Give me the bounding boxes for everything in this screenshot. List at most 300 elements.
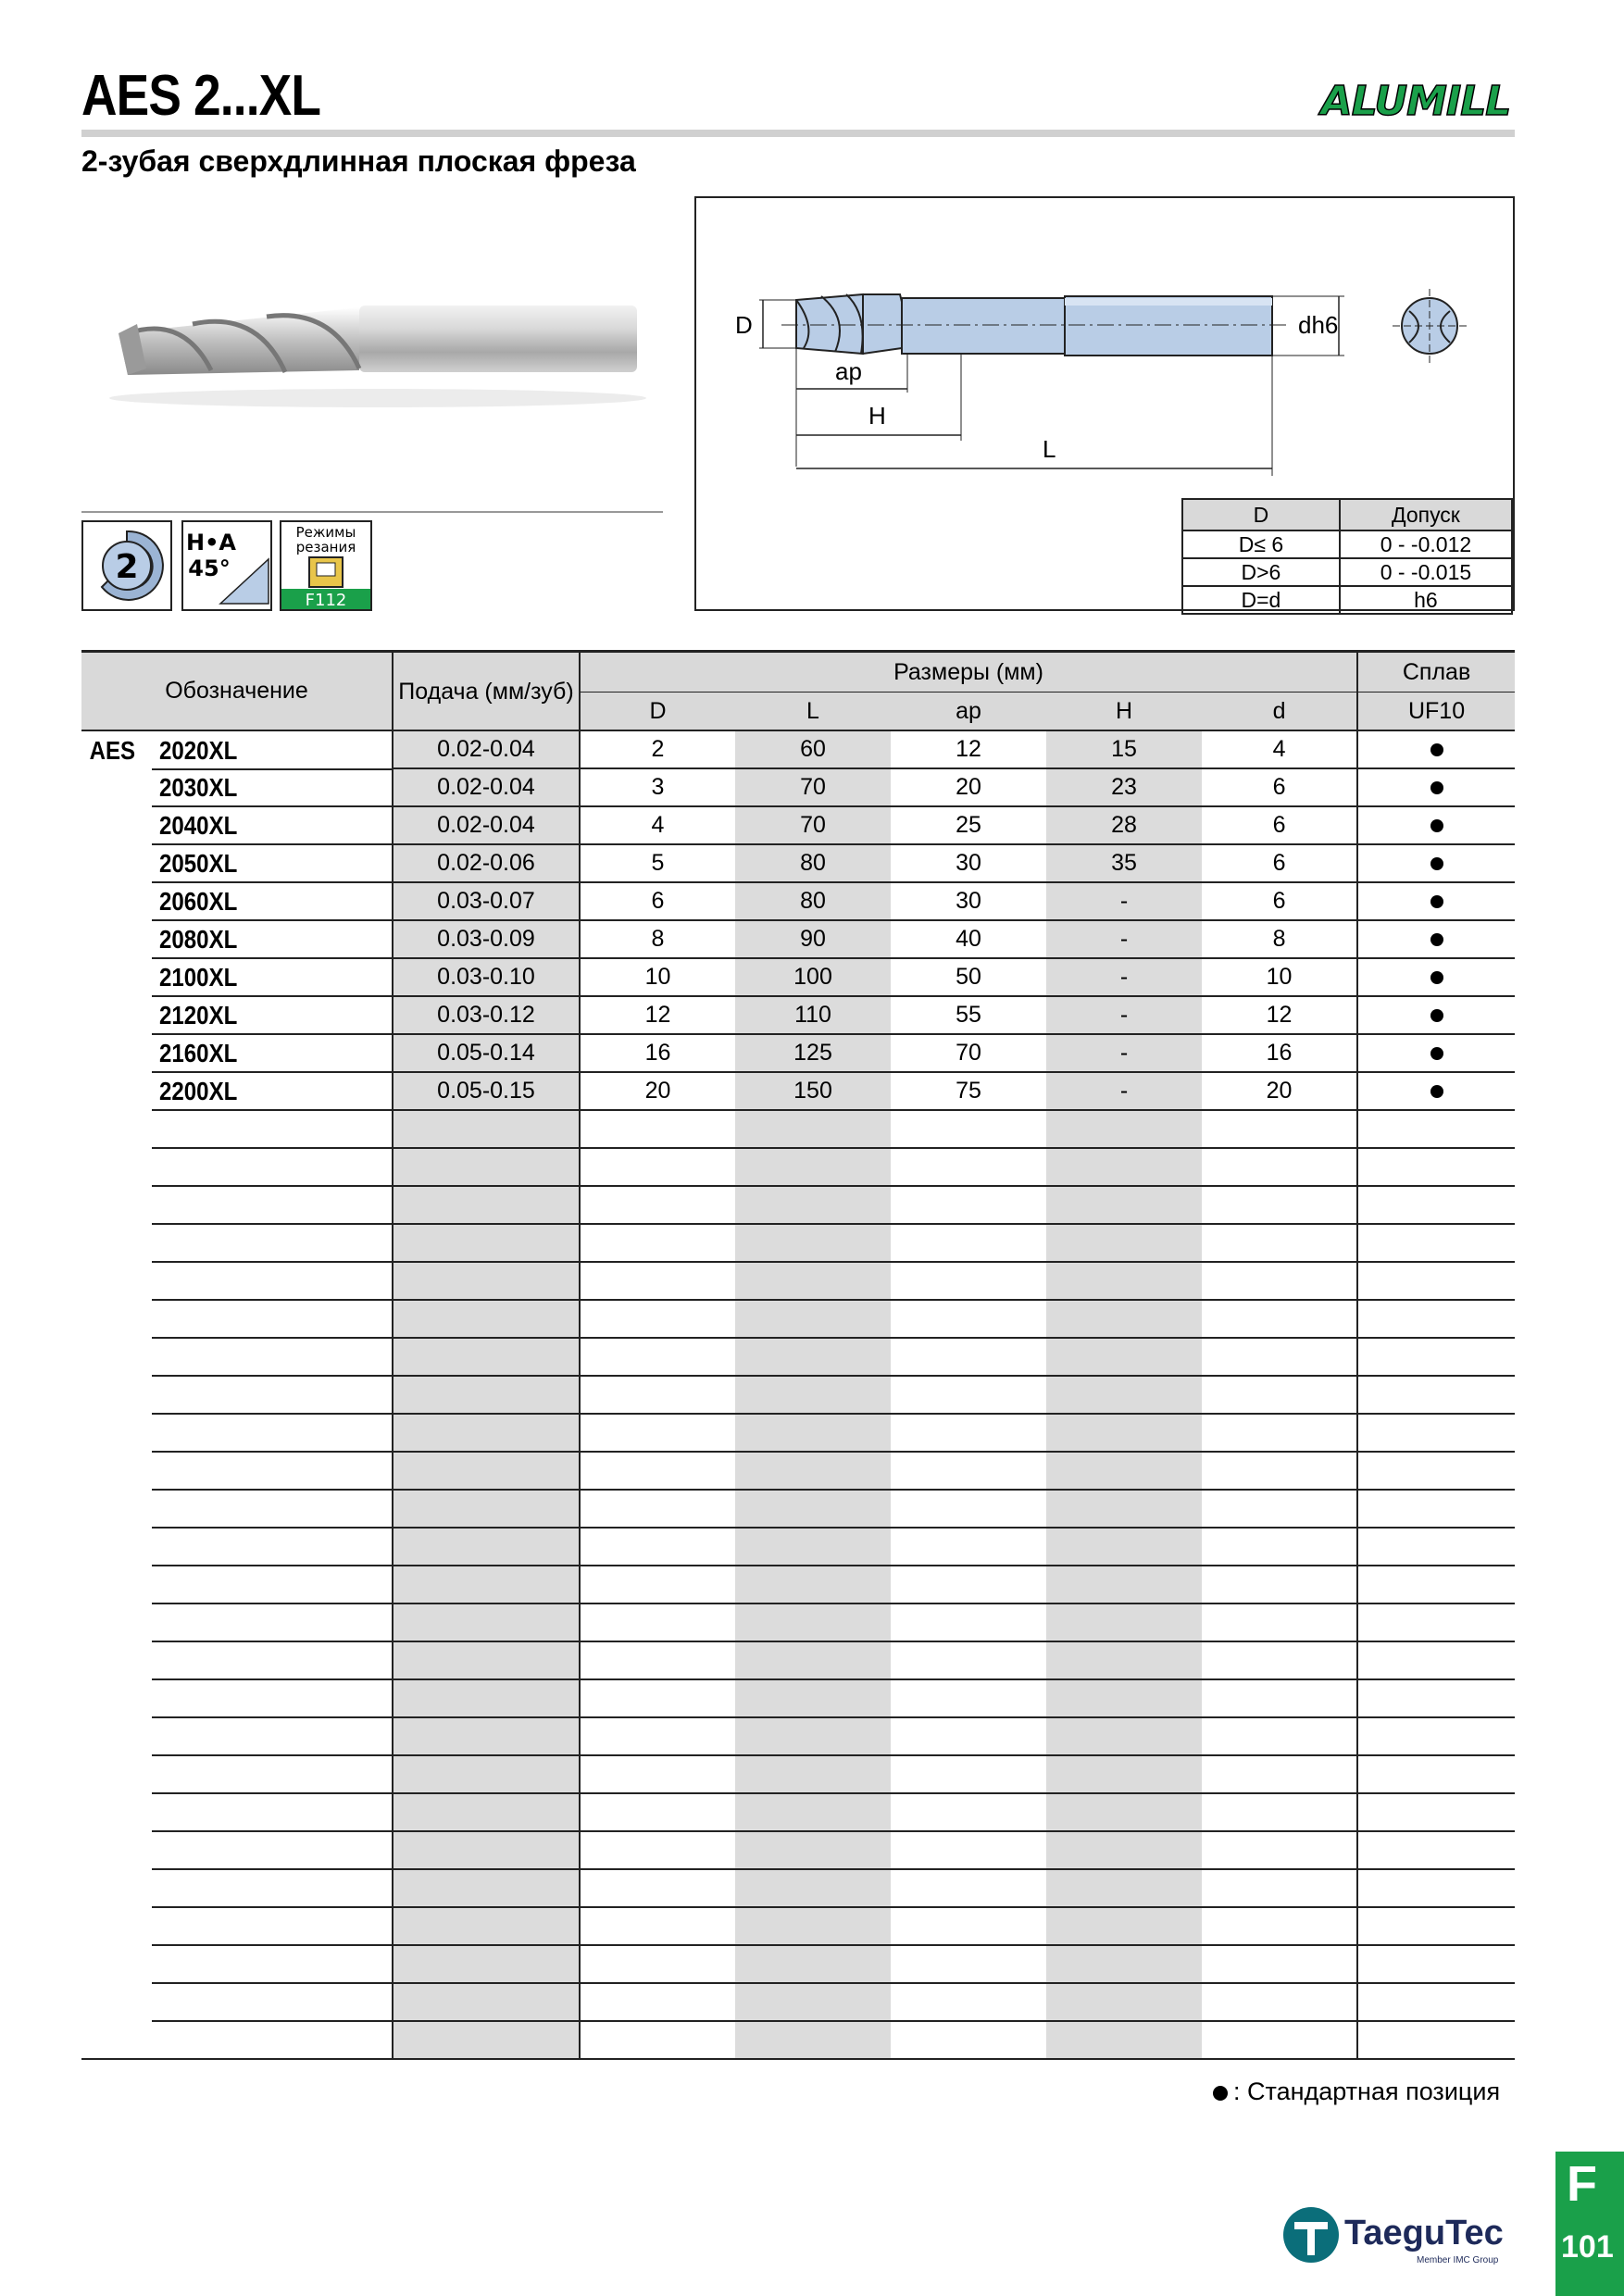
cell-ap — [891, 1186, 1046, 1224]
cell-D — [580, 1262, 735, 1300]
designation-cell — [81, 1793, 393, 1831]
cell-L — [735, 1262, 891, 1300]
cell-feed — [393, 1528, 580, 1566]
cell-ap: 40 — [891, 920, 1046, 958]
cell-ap — [891, 1376, 1046, 1414]
cell-uf10 — [1357, 1414, 1515, 1452]
cell-ap: 12 — [891, 730, 1046, 768]
legend-text: : Стандартная позиция — [1233, 2078, 1501, 2105]
cell-d — [1202, 1983, 1357, 2021]
cell-feed: 0.05-0.15 — [393, 1072, 580, 1110]
designation-cell — [81, 920, 393, 958]
cell-ap — [891, 1755, 1046, 1793]
cell-H — [1046, 1983, 1202, 2021]
cell-d: 20 — [1202, 1072, 1357, 1110]
cell-H — [1046, 1679, 1202, 1717]
table-row — [81, 1148, 1515, 1186]
cell-ap — [891, 1566, 1046, 1603]
technical-drawing — [694, 196, 1515, 611]
cell-ap: 30 — [891, 882, 1046, 920]
designation-cell — [81, 1566, 393, 1603]
cell-d — [1202, 1110, 1357, 1148]
cell-feed: 0.02-0.06 — [393, 844, 580, 882]
standard-item-dot-icon — [1430, 1047, 1443, 1060]
cell-feed — [393, 1945, 580, 1983]
cell-H: 35 — [1046, 844, 1202, 882]
header-dimensions: Размеры (мм) — [580, 652, 1357, 693]
cell-d — [1202, 1679, 1357, 1717]
cell-L — [735, 1755, 891, 1793]
cell-D — [580, 1110, 735, 1148]
cell-H — [1046, 1224, 1202, 1262]
cell-ap — [891, 1983, 1046, 2021]
cell-ap — [891, 2021, 1046, 2059]
page-number: 101 — [1561, 2229, 1614, 2265]
svg-text:резания: резания — [295, 539, 356, 555]
header-alloy-grade: UF10 — [1357, 693, 1515, 731]
designation-code: 2160XL — [159, 1039, 238, 1067]
table-row — [81, 1717, 1515, 1755]
cell-H: 23 — [1046, 768, 1202, 806]
standard-item-dot-icon — [1213, 2086, 1228, 2101]
photo-divider — [81, 511, 663, 513]
alumill-logo — [1315, 72, 1517, 130]
designation-cell — [81, 2021, 393, 2059]
table-row — [81, 996, 1515, 1034]
cell-L — [735, 1831, 891, 1869]
cell-feed: 0.03-0.12 — [393, 996, 580, 1034]
tol-cell: 0 - -0.012 — [1340, 530, 1512, 558]
svg-text:F112: F112 — [305, 591, 347, 609]
cell-H — [1046, 1869, 1202, 1907]
table-row — [81, 1641, 1515, 1679]
cell-H — [1046, 1186, 1202, 1224]
cell-d — [1202, 2021, 1357, 2059]
designation-cell — [81, 1679, 393, 1717]
cell-feed — [393, 1907, 580, 1945]
designation-cell — [81, 806, 393, 844]
table-row — [81, 1376, 1515, 1414]
cell-L: 125 — [735, 1034, 891, 1072]
cell-D — [580, 1755, 735, 1793]
cell-L: 80 — [735, 844, 891, 882]
header-alloy: Сплав — [1357, 652, 1515, 693]
table-row — [81, 1034, 1515, 1072]
cell-uf10 — [1357, 1603, 1515, 1641]
cell-D — [580, 1148, 735, 1186]
designation-code: 2120XL — [159, 1001, 238, 1029]
cell-d — [1202, 1148, 1357, 1186]
cell-feed — [393, 1110, 580, 1148]
cell-H — [1046, 1528, 1202, 1566]
cell-H — [1046, 1717, 1202, 1755]
tol-row — [1182, 530, 1512, 558]
end-mill-photo — [100, 259, 656, 426]
cell-ap — [891, 1110, 1046, 1148]
cell-feed: 0.02-0.04 — [393, 730, 580, 768]
cell-L: 70 — [735, 768, 891, 806]
cell-uf10 — [1357, 1338, 1515, 1376]
cell-feed — [393, 2021, 580, 2059]
tolerance-table — [1181, 498, 1513, 615]
cell-L: 60 — [735, 730, 891, 768]
standard-item-dot-icon — [1430, 933, 1443, 946]
designation-cell — [81, 1869, 393, 1907]
svg-text:dh6: dh6 — [1298, 311, 1339, 339]
cell-L: 70 — [735, 806, 891, 844]
cell-D — [580, 1869, 735, 1907]
table-row — [81, 1528, 1515, 1566]
cell-D — [580, 1566, 735, 1603]
cell-L — [735, 1224, 891, 1262]
cell-feed — [393, 1414, 580, 1452]
cell-L: 100 — [735, 958, 891, 996]
cell-ap — [891, 1262, 1046, 1300]
cell-L — [735, 1566, 891, 1603]
table-row — [81, 882, 1515, 920]
cell-d — [1202, 1717, 1357, 1755]
cell-feed: 0.03-0.07 — [393, 882, 580, 920]
cell-d — [1202, 1300, 1357, 1338]
cell-uf10 — [1357, 1831, 1515, 1869]
table-row — [81, 1945, 1515, 1983]
cell-feed — [393, 1566, 580, 1603]
standard-item-dot-icon — [1430, 1009, 1443, 1022]
cell-H — [1046, 1300, 1202, 1338]
cell-d — [1202, 1262, 1357, 1300]
table-row — [81, 1603, 1515, 1641]
cell-d — [1202, 1869, 1357, 1907]
table-row — [81, 2021, 1515, 2059]
cell-ap: 75 — [891, 1072, 1046, 1110]
header-feed: Подача (мм/зуб) — [393, 652, 580, 731]
cell-L — [735, 1186, 891, 1224]
table-row — [81, 768, 1515, 806]
header-rule — [81, 130, 1515, 137]
taegutec-logo — [1278, 2202, 1518, 2268]
cell-uf10 — [1357, 996, 1515, 1034]
cell-ap: 55 — [891, 996, 1046, 1034]
designation-code: 2040XL — [159, 811, 238, 840]
cell-L — [735, 1338, 891, 1376]
cell-feed — [393, 1224, 580, 1262]
cell-feed — [393, 1793, 580, 1831]
cell-feed: 0.02-0.04 — [393, 768, 580, 806]
cell-L — [735, 1907, 891, 1945]
cell-d — [1202, 1793, 1357, 1831]
table-row — [81, 1983, 1515, 2021]
cell-uf10 — [1357, 2021, 1515, 2059]
cell-d — [1202, 1641, 1357, 1679]
cell-L — [735, 1110, 891, 1148]
cell-D: 10 — [580, 958, 735, 996]
designation-cell — [81, 1034, 393, 1072]
cell-H — [1046, 1148, 1202, 1186]
designation-cell — [81, 1072, 393, 1110]
cell-ap — [891, 1603, 1046, 1641]
designation-prefix: AES — [89, 735, 136, 765]
table-row — [81, 1755, 1515, 1793]
cell-L — [735, 1376, 891, 1414]
cell-H: - — [1046, 958, 1202, 996]
cell-d: 16 — [1202, 1034, 1357, 1072]
cell-feed — [393, 1641, 580, 1679]
cell-H — [1046, 1490, 1202, 1528]
cell-d: 8 — [1202, 920, 1357, 958]
cell-D: 8 — [580, 920, 735, 958]
cell-d — [1202, 1755, 1357, 1793]
designation-cell — [81, 1528, 393, 1566]
cell-D — [580, 1831, 735, 1869]
cell-d: 6 — [1202, 882, 1357, 920]
tol-cell: 0 - -0.015 — [1340, 558, 1512, 586]
cell-uf10 — [1357, 1452, 1515, 1490]
cell-D — [580, 1717, 735, 1755]
cell-H — [1046, 1603, 1202, 1641]
cell-D — [580, 1945, 735, 1983]
cell-uf10 — [1357, 1641, 1515, 1679]
tol-cell: h6 — [1340, 586, 1512, 614]
cell-H — [1046, 1793, 1202, 1831]
svg-text:H•A: H•A — [186, 530, 236, 555]
designation-cell — [81, 1490, 393, 1528]
designation-code: 2080XL — [159, 925, 238, 954]
cell-d — [1202, 1224, 1357, 1262]
designation-cell — [81, 730, 393, 768]
cell-d — [1202, 1528, 1357, 1566]
cell-uf10 — [1357, 1110, 1515, 1148]
cell-d: 4 — [1202, 730, 1357, 768]
cell-feed: 0.03-0.09 — [393, 920, 580, 958]
cell-feed — [393, 1831, 580, 1869]
cell-H — [1046, 1831, 1202, 1869]
cell-ap: 25 — [891, 806, 1046, 844]
cell-d — [1202, 1376, 1357, 1414]
cell-D: 3 — [580, 768, 735, 806]
cell-uf10 — [1357, 844, 1515, 882]
tol-cell: D≤ 6 — [1182, 530, 1340, 558]
cell-uf10 — [1357, 1869, 1515, 1907]
cell-ap — [891, 1300, 1046, 1338]
page-title: AES 2...XL — [81, 64, 321, 128]
designation-code: 2200XL — [159, 1077, 238, 1105]
table-row — [81, 1338, 1515, 1376]
table-row — [81, 1793, 1515, 1831]
svg-text:Режимы: Режимы — [295, 524, 356, 541]
designation-cell — [81, 1983, 393, 2021]
cell-uf10 — [1357, 806, 1515, 844]
cell-ap — [891, 1793, 1046, 1831]
cell-d: 6 — [1202, 806, 1357, 844]
designation-cell — [81, 1831, 393, 1869]
cell-H: - — [1046, 1034, 1202, 1072]
cell-d — [1202, 1945, 1357, 1983]
cell-D: 16 — [580, 1034, 735, 1072]
cell-uf10 — [1357, 1148, 1515, 1186]
cell-ap — [891, 1224, 1046, 1262]
cell-ap — [891, 1528, 1046, 1566]
table-row — [81, 1907, 1515, 1945]
cell-ap: 20 — [891, 768, 1046, 806]
cell-uf10 — [1357, 1262, 1515, 1300]
standard-item-dot-icon — [1430, 1085, 1443, 1098]
cell-L: 150 — [735, 1072, 891, 1110]
legend — [1213, 2078, 1500, 2106]
designation-cell — [81, 1755, 393, 1793]
cell-D — [580, 1224, 735, 1262]
table-row — [81, 1679, 1515, 1717]
svg-text:H: H — [868, 402, 886, 430]
cell-D — [580, 1490, 735, 1528]
cell-uf10 — [1357, 1072, 1515, 1110]
designation-cell — [81, 958, 393, 996]
cell-H — [1046, 1338, 1202, 1376]
cell-feed — [393, 1490, 580, 1528]
table-row — [81, 1262, 1515, 1300]
cell-uf10 — [1357, 1907, 1515, 1945]
cell-L: 90 — [735, 920, 891, 958]
cell-D: 5 — [580, 844, 735, 882]
table-row — [81, 1490, 1515, 1528]
designation-cell — [81, 1945, 393, 1983]
svg-text:TaeguTec: TaeguTec — [1344, 2214, 1504, 2252]
standard-item-dot-icon — [1430, 819, 1443, 832]
cell-d — [1202, 1452, 1357, 1490]
designation-cell — [81, 1641, 393, 1679]
cell-D — [580, 1603, 735, 1641]
header-D: D — [580, 693, 735, 731]
designation-code: 2030XL — [159, 773, 238, 802]
cell-D — [580, 1414, 735, 1452]
cell-H: - — [1046, 882, 1202, 920]
cell-d: 10 — [1202, 958, 1357, 996]
cell-L: 110 — [735, 996, 891, 1034]
cell-uf10 — [1357, 1717, 1515, 1755]
cell-d — [1202, 1831, 1357, 1869]
cell-ap — [891, 1641, 1046, 1679]
table-row — [81, 1300, 1515, 1338]
table-row — [81, 1224, 1515, 1262]
cell-L — [735, 1414, 891, 1452]
standard-item-dot-icon — [1430, 895, 1443, 908]
cell-H — [1046, 1566, 1202, 1603]
cell-feed — [393, 1376, 580, 1414]
cell-uf10 — [1357, 1793, 1515, 1831]
cell-L — [735, 1717, 891, 1755]
designation-cell — [81, 1224, 393, 1262]
standard-item-dot-icon — [1430, 781, 1443, 794]
flutes-icon — [81, 520, 172, 611]
helix-angle-icon — [181, 520, 272, 611]
cell-D — [580, 2021, 735, 2059]
cell-L — [735, 2021, 891, 2059]
cell-feed: 0.03-0.10 — [393, 958, 580, 996]
cutting-data-icon[interactable] — [280, 520, 372, 611]
cell-D — [580, 1641, 735, 1679]
tol-cell: D=d — [1182, 586, 1340, 614]
table-row — [81, 920, 1515, 958]
standard-item-dot-icon — [1430, 743, 1443, 756]
tol-header-tolerance: Допуск — [1340, 499, 1512, 530]
cell-feed — [393, 1262, 580, 1300]
designation-cell — [81, 1717, 393, 1755]
cell-ap — [891, 1717, 1046, 1755]
cell-H: 15 — [1046, 730, 1202, 768]
svg-text:L: L — [1043, 435, 1056, 463]
page-subtitle: 2-зубая сверхдлинная плоская фреза — [81, 144, 636, 178]
header-ap: ap — [891, 693, 1046, 731]
cell-L — [735, 1679, 891, 1717]
cell-L — [735, 1793, 891, 1831]
cell-H: - — [1046, 1072, 1202, 1110]
cell-D — [580, 1793, 735, 1831]
cell-H — [1046, 2021, 1202, 2059]
cell-ap — [891, 1679, 1046, 1717]
svg-text:2: 2 — [115, 548, 139, 586]
cell-uf10 — [1357, 1034, 1515, 1072]
header-d: d — [1202, 693, 1357, 731]
table-row — [81, 1414, 1515, 1452]
designation-cell — [81, 1186, 393, 1224]
cell-H — [1046, 1907, 1202, 1945]
cell-d — [1202, 1603, 1357, 1641]
cell-feed — [393, 1148, 580, 1186]
cell-H — [1046, 1376, 1202, 1414]
cell-ap: 30 — [891, 844, 1046, 882]
cell-d — [1202, 1907, 1357, 1945]
cell-D — [580, 1300, 735, 1338]
cell-feed — [393, 1869, 580, 1907]
cell-d — [1202, 1566, 1357, 1603]
cell-uf10 — [1357, 1300, 1515, 1338]
cell-uf10 — [1357, 1186, 1515, 1224]
table-row — [81, 1566, 1515, 1603]
cell-d — [1202, 1414, 1357, 1452]
cell-D: 2 — [580, 730, 735, 768]
cell-H — [1046, 1945, 1202, 1983]
designation-cell — [81, 1148, 393, 1186]
cell-uf10 — [1357, 768, 1515, 806]
cell-feed — [393, 1983, 580, 2021]
cell-D — [580, 1679, 735, 1717]
cell-feed — [393, 1679, 580, 1717]
designation-cell — [81, 1300, 393, 1338]
cell-ap — [891, 1945, 1046, 1983]
cell-feed: 0.05-0.14 — [393, 1034, 580, 1072]
cell-feed — [393, 1603, 580, 1641]
cell-ap — [891, 1490, 1046, 1528]
svg-text:D: D — [735, 311, 753, 339]
designation-cell — [81, 996, 393, 1034]
cell-uf10 — [1357, 1528, 1515, 1566]
cell-D — [580, 1907, 735, 1945]
cell-ap — [891, 1148, 1046, 1186]
cell-D — [580, 1376, 735, 1414]
cell-uf10 — [1357, 958, 1515, 996]
cell-ap — [891, 1414, 1046, 1452]
standard-item-dot-icon — [1430, 857, 1443, 870]
cell-H: 28 — [1046, 806, 1202, 844]
tol-cell: D>6 — [1182, 558, 1340, 586]
cell-D — [580, 1338, 735, 1376]
table-row — [81, 1452, 1515, 1490]
table-row — [81, 1186, 1515, 1224]
cell-D — [580, 1186, 735, 1224]
cell-D — [580, 1983, 735, 2021]
svg-text:45°: 45° — [188, 555, 231, 581]
cell-ap — [891, 1452, 1046, 1490]
cell-L — [735, 1528, 891, 1566]
